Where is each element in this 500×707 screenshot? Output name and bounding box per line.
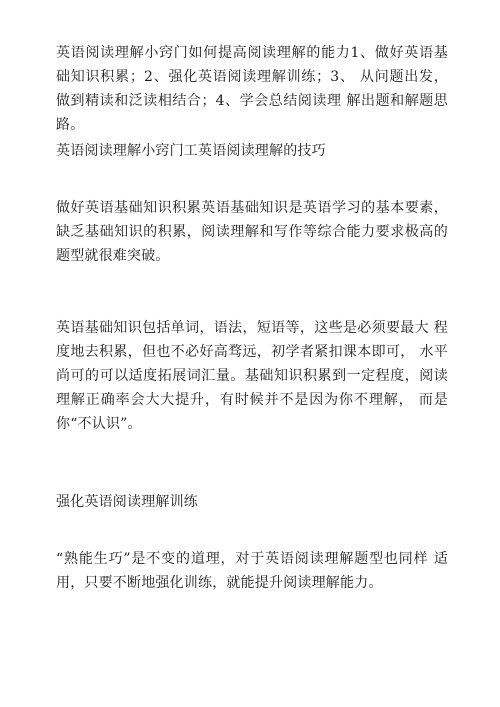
paragraph-basic-knowledge: 做好英语基础知识积累英语基础知识是英语学习的基本要素，缺乏基础知识的积累，阅读理解和写作等综合能力要求极高的题型就很难突破。 bbox=[56, 200, 448, 264]
section-heading-training: 强化英语阅读理解训练 bbox=[56, 494, 198, 510]
paragraph-practice: “熟能生巧”是不变的道理，对于英语阅读理解题型也同样 适用，只要不断地强化训练，就能提升阅读理解能力。 bbox=[56, 551, 448, 591]
paragraph-vocabulary: 英语基础知识包括单词，语法，短语等，这些是必须要最大 程度地去积累，但也不必好高骛远，初学者紧扣课本即可， 水平尚可的可以适度拓展词汇量。基础知识积累到一定程度，阅读理解正确率会大大提升，有时候并不是因为你不理解， 而是你“不认识”。 bbox=[56, 320, 448, 432]
section-heading-tips: 英语阅读理解小窍门工英语阅读理解的技巧 bbox=[56, 143, 326, 159]
intro-paragraph: 英语阅读理解小窍门如何提高阅读理解的能力1、做好英语基础知识积累；2、强化英语阅读理解训练；3、 从问题出发，做到精读和泛读相结合；4、学会总结阅读理 解出题和解题思路。 bbox=[56, 45, 448, 133]
